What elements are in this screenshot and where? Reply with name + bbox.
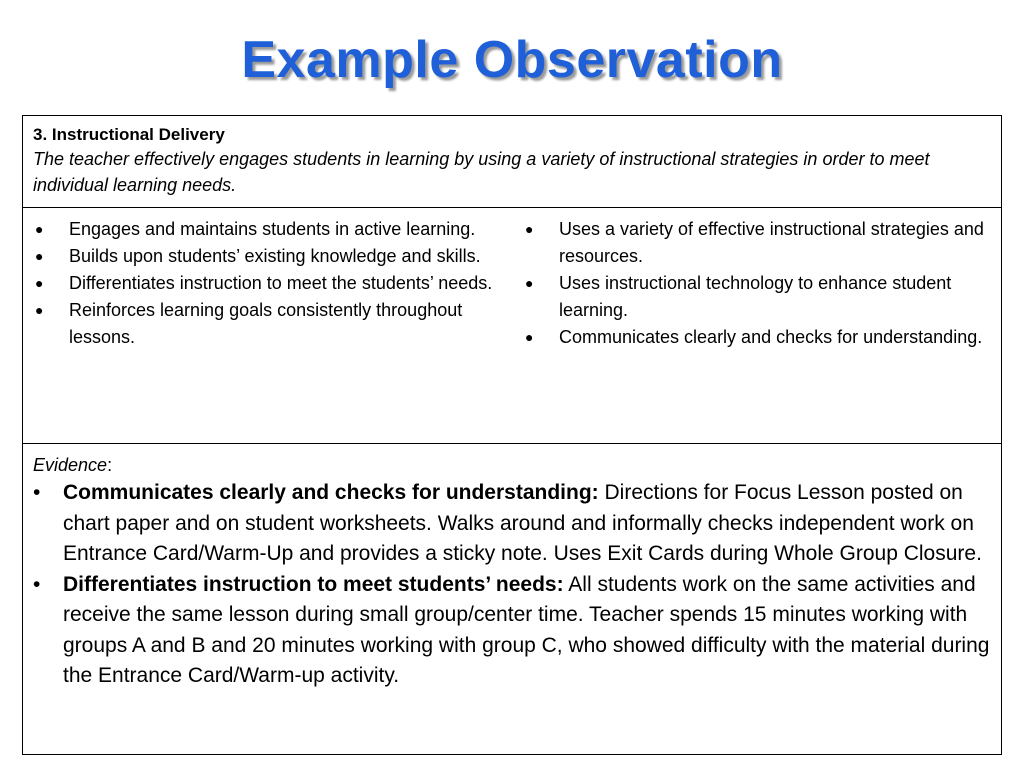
indicator-text: Communicates clearly and checks for understanding. [559, 327, 983, 347]
evidence-label: Evidence: [33, 455, 113, 475]
bullet-icon: ● [525, 275, 534, 291]
evidence-item-text: All students work on the same activities and receive the same lesson during small group/center time. Teacher spends 15 minutes working with groups A and B and 20 minutes working with group C, who showed difficulty with the material during the Entrance Card/Warm-up activity. [63, 572, 990, 687]
bullet-icon: ● [35, 248, 44, 264]
indicator-item [33, 270, 499, 297]
bullet-icon: ● [35, 221, 44, 237]
evidence-section [23, 444, 1001, 756]
indicator-item [523, 270, 993, 324]
standard-description: The teacher effectively engages students in learning by using a variety of instructional strategies in order to meet individual learning needs. [33, 149, 930, 195]
indicator-item [33, 243, 499, 270]
bullet-icon: ● [525, 221, 534, 237]
observation-table [22, 115, 1002, 755]
evidence-item-heading: Differentiates instruction to meet students’ needs: [63, 572, 564, 596]
indicator-item [33, 297, 499, 351]
bullet-icon: ● [35, 275, 44, 291]
evidence-item [33, 570, 991, 692]
indicators-left-column [33, 216, 499, 351]
indicator-item [523, 324, 993, 351]
evidence-item-heading: Communicates clearly and checks for understanding: [63, 481, 599, 504]
bullet-icon: ● [35, 302, 44, 318]
bullet-icon: • [33, 572, 41, 596]
indicator-text: Uses a variety of effective instructional strategies and resources. [559, 219, 984, 266]
indicators-right-column [523, 216, 993, 351]
standard-heading: 3. Instructional Delivery [33, 125, 225, 144]
page-title: Example Observation [241, 31, 783, 89]
indicator-item [33, 216, 499, 243]
indicator-text: Reinforces learning goals consistently throughout lessons. [69, 300, 463, 347]
evidence-item [33, 478, 991, 570]
indicator-item [523, 216, 993, 270]
indicator-text: Differentiates instruction to meet the students’ needs. [69, 273, 493, 293]
bullet-icon: ● [525, 329, 534, 345]
standard-section [23, 116, 1001, 208]
indicator-text: Engages and maintains students in active learning. [69, 219, 476, 239]
indicator-text: Uses instructional technology to enhance student learning. [559, 273, 952, 320]
indicators-section [23, 208, 1001, 444]
bullet-icon: • [33, 481, 41, 504]
evidence-item-text: Directions for Focus Lesson posted on chart paper and on student worksheets. Walks around and informally checks independent work on Entrance Card/Warm-Up and provides a sticky note. Uses Exit Cards during Whole Group Closure. [63, 481, 982, 565]
indicator-text: Builds upon students’ existing knowledge and skills. [69, 246, 481, 266]
